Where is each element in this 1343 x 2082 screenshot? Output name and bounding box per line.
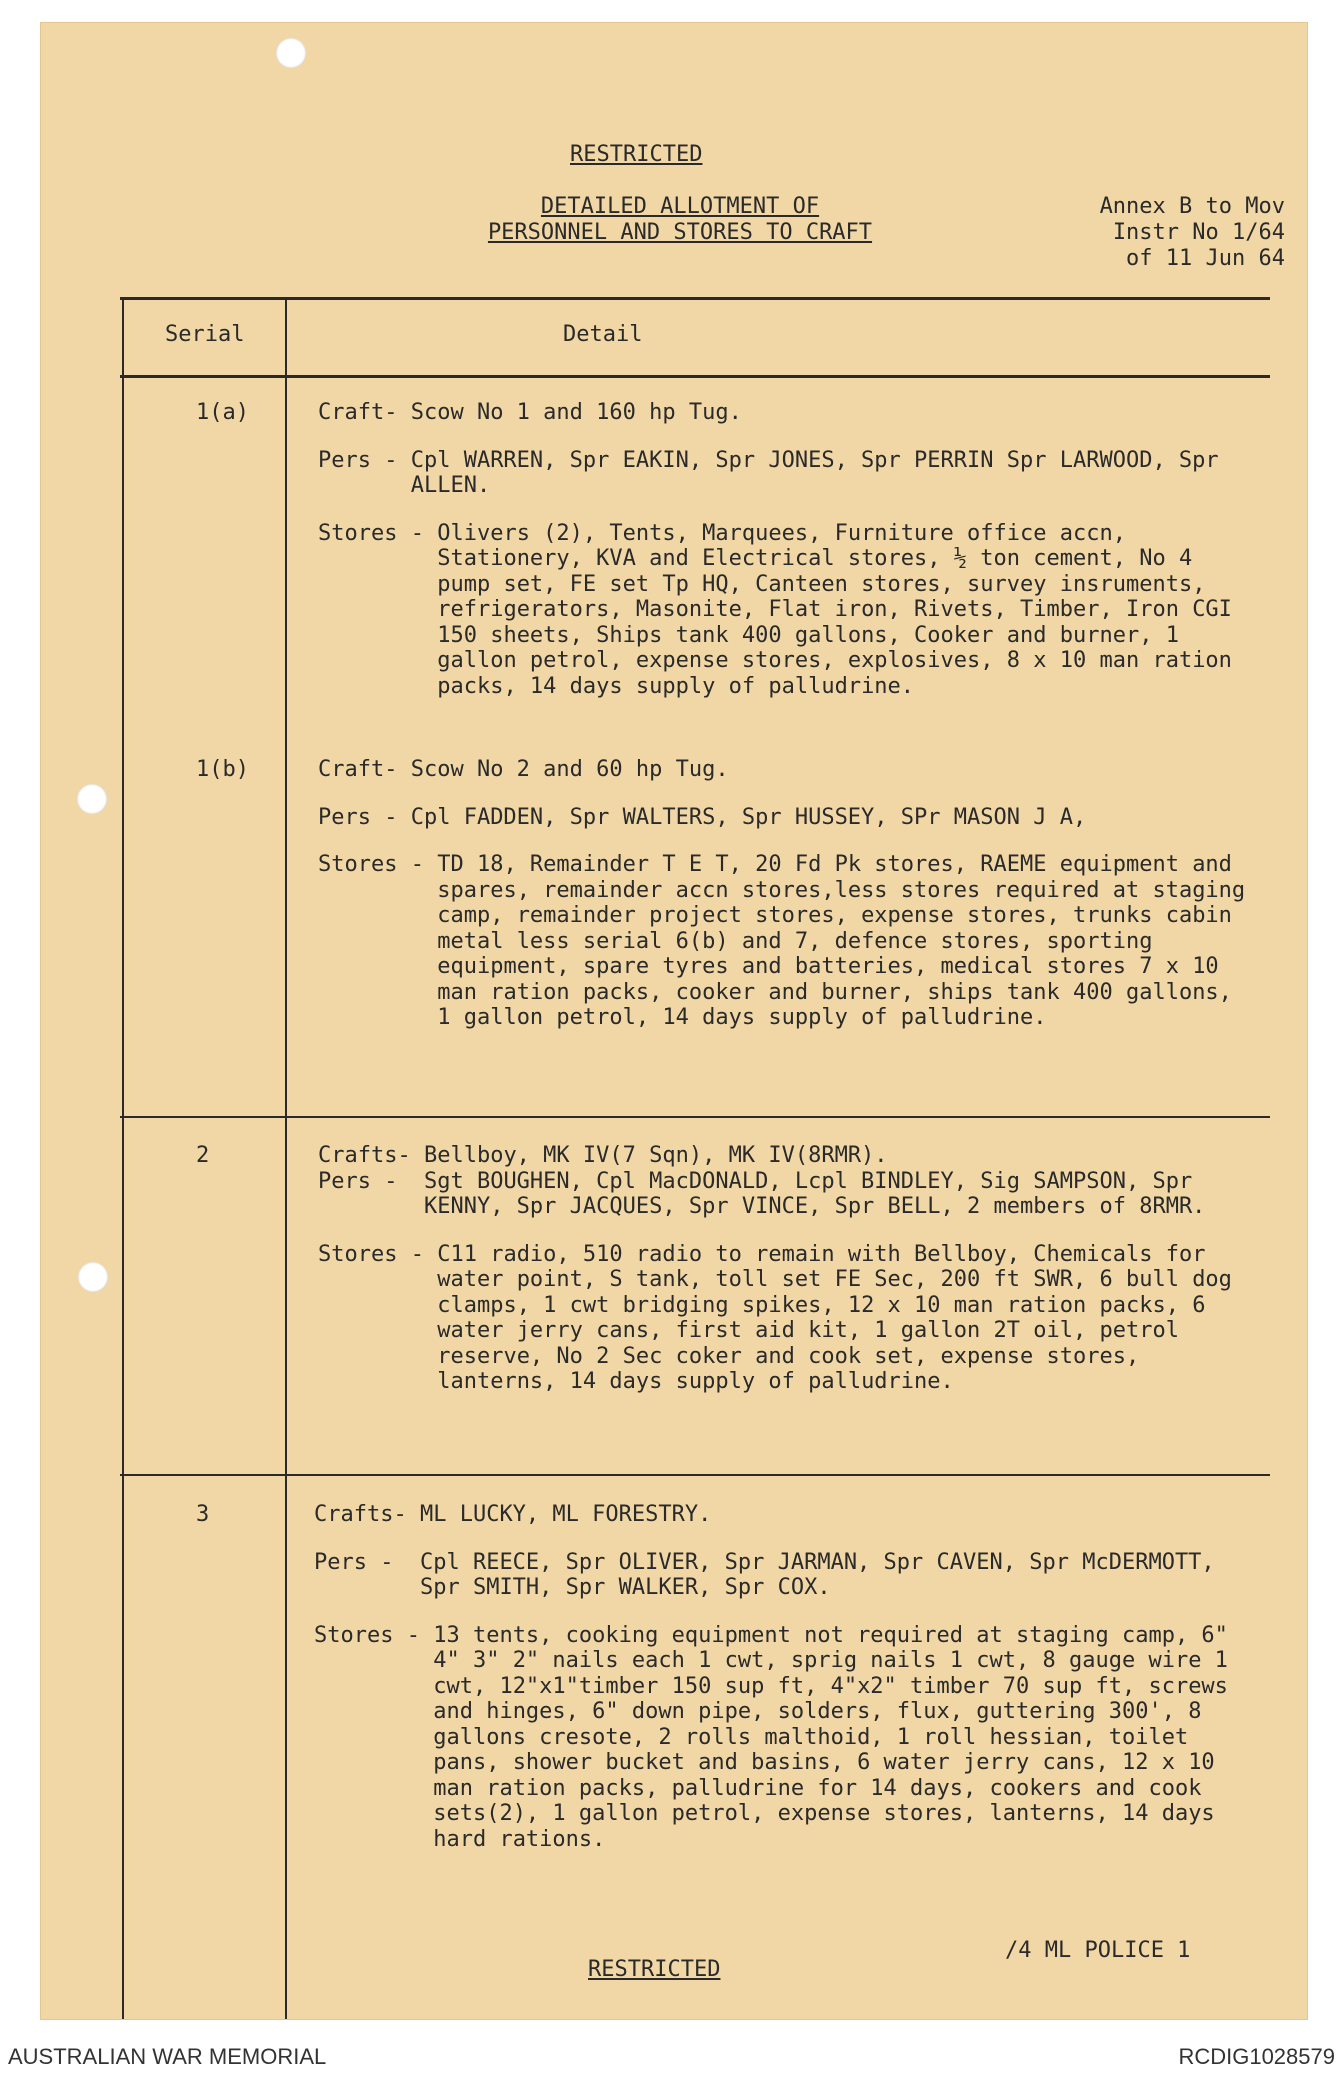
entry-value: TD 18, Remainder T E T, 20 Fd Pk stores, RAEME equipment and spares, remainder accn stores,less stores required at staging camp, remainder project stores, expense stores, trunks cabin metal less serial 6(b) and 7, defence stores, sporting equipment, spare tyres and batteries, medical stores 7 x 10 man ration packs, cooker and burner, ships tank 400 gallons, 1 gallon petrol, 14 days supply of palludrine. (437, 852, 1246, 1030)
crafts-entry (314, 1502, 1258, 1528)
entry-key: Craft- (318, 400, 411, 425)
table-row (318, 1143, 1258, 1417)
document-title (420, 194, 940, 246)
header-bottom-rule (120, 375, 1270, 378)
entry-key: Stores - (314, 1622, 434, 1648)
craft-entry (318, 757, 1258, 783)
classification-top: RESTRICTED (570, 142, 703, 167)
column-header-detail: Detail (563, 322, 643, 347)
pers-entry (318, 448, 1258, 499)
title-line-2: PERSONNEL AND STORES TO CRAFT (487, 220, 873, 245)
annex-line-1: Annex B to Mov (1099, 194, 1285, 219)
entry-value: Scow No 1 and 160 hp Tug. (410, 400, 742, 425)
stores-entry (318, 1242, 1258, 1395)
entry-key: Stores - (318, 852, 438, 877)
entry-key: Craft- (318, 757, 411, 782)
punch-hole-lower (78, 1262, 108, 1292)
stores-entry (314, 1623, 1258, 1853)
title-line-1: DETAILED ALLOTMENT OF (540, 194, 820, 219)
table-row (318, 400, 1258, 721)
annex-line-2: Instr No 1/64 (1112, 220, 1285, 245)
stores-entry (318, 852, 1258, 1031)
row-1-bottom-rule (120, 1116, 1270, 1118)
entry-value: Scow No 2 and 60 hp Tug. (410, 757, 729, 782)
table-row (318, 757, 1258, 1053)
entry-value: Olivers (2), Tents, Marquees, Furniture office accn, Stationery, KVA and Electrical stores, ½ ton cement, No 4 pump set, FE set Tp HQ, Canteen stores, survey insruments, refrigerators, Masonite, Flat iron, Rivets, Timber, Iron CGI 150 sheets, Ships tank 400 gallons, Cooker and burner, 1 gallon petrol, expense stores, explosives, 8 x 10 man ration packs, 14 days supply of palludrine. (437, 520, 1232, 699)
row-serial: 3 (196, 1502, 210, 1527)
continuation-note: /4 ML POLICE 1 (1005, 1938, 1191, 1963)
archive-reference: RCDIG1028579 (1178, 2044, 1335, 2069)
column-header-serial: Serial (165, 322, 245, 347)
entry-value: C11 radio, 510 radio to remain with Bellboy, Chemicals for water point, S tank, toll set FE Sec, 200 ft SWR, 6 bull dog clamps, 1 cwt bridging spikes, 12 x 10 man ration packs, 6 water jerry cans, first aid kit, 1 gallon 2T oil, petrol reserve, No 2 Sec coker and cook set, expense stores, lanterns, 14 days supply of palludrine. (437, 1241, 1232, 1394)
annex-reference (1020, 194, 1285, 272)
pers-entry (314, 1550, 1258, 1601)
row-serial: 2 (196, 1143, 210, 1168)
row-serial: 1(b) (196, 757, 249, 782)
archive-credit: AUSTRALIAN WAR MEMORIAL (8, 2044, 327, 2069)
entry-key: Crafts- (318, 1143, 424, 1168)
table-left-rule (122, 297, 124, 2019)
classification-bottom: RESTRICTED (588, 1957, 721, 1982)
entry-key: Pers - (318, 1168, 424, 1194)
row-2-bottom-rule (120, 1474, 1270, 1476)
entry-value: 13 tents, cooking equipment not required at staging camp, 6" 4" 3" 2" nails each 1 cwt, sprig nails 1 cwt, 8 gauge wire 1 cwt, 12"x1"timber 150 sup ft, 4"x2" timber 70 sup ft, screws and hinges, 6" down pipe, solders, flux, guttering 300', 8 gallons cresote, 2 rolls malthoid, 1 roll hessian, toilet pans, shower bucket and basins, 6 water jerry cans, 12 x 10 man ration packs, palludrine for 14 days, cookers and cook sets(2), 1 gallon petrol, expense stores, lanterns, 14 days hard rations. (433, 1622, 1228, 1852)
entry-value: ML LUCKY, ML FORESTRY. (419, 1502, 712, 1527)
row-serial: 1(a) (196, 400, 249, 425)
entry-value: Bellboy, MK IV(7 Sqn), MK IV(8RMR). (423, 1143, 888, 1168)
annex-line-3: of 11 Jun 64 (1126, 246, 1285, 271)
entry-value: Cpl WARREN, Spr EAKIN, Spr JONES, Spr PERRIN Spr LARWOOD, Spr ALLEN. (410, 447, 1219, 498)
entry-key: Stores - (318, 520, 438, 546)
pers-entry (318, 805, 1258, 831)
column-divider-rule (285, 297, 287, 2019)
entry-value: Cpl FADDEN, Spr WALTERS, Spr HUSSEY, SPr MASON J A, (410, 804, 1087, 830)
craft-entry (318, 400, 1258, 426)
crafts-entry (318, 1143, 1258, 1169)
entry-key: Stores - (318, 1241, 438, 1267)
punch-hole-top (276, 38, 306, 68)
entry-value: Sgt BOUGHEN, Cpl MacDONALD, Lcpl BINDLEY, Sig SAMPSON, Spr KENNY, Spr JACQUES, Spr VINCE, Spr BELL, 2 members of 8RMR. (423, 1168, 1206, 1219)
entry-value: Cpl REECE, Spr OLIVER, Spr JARMAN, Spr CAVEN, Spr McDERMOTT, Spr SMITH, Spr WALKER, Spr COX. (419, 1549, 1215, 1600)
punch-hole-middle (77, 784, 107, 814)
entry-key: Pers - (314, 1549, 420, 1575)
entry-key: Pers - (318, 804, 411, 830)
stores-entry (318, 521, 1258, 700)
table-top-rule (120, 297, 1270, 300)
entry-key: Crafts- (314, 1502, 420, 1527)
entry-key: Pers - (318, 447, 411, 473)
pers-entry (318, 1169, 1258, 1220)
table-row (314, 1502, 1258, 1874)
